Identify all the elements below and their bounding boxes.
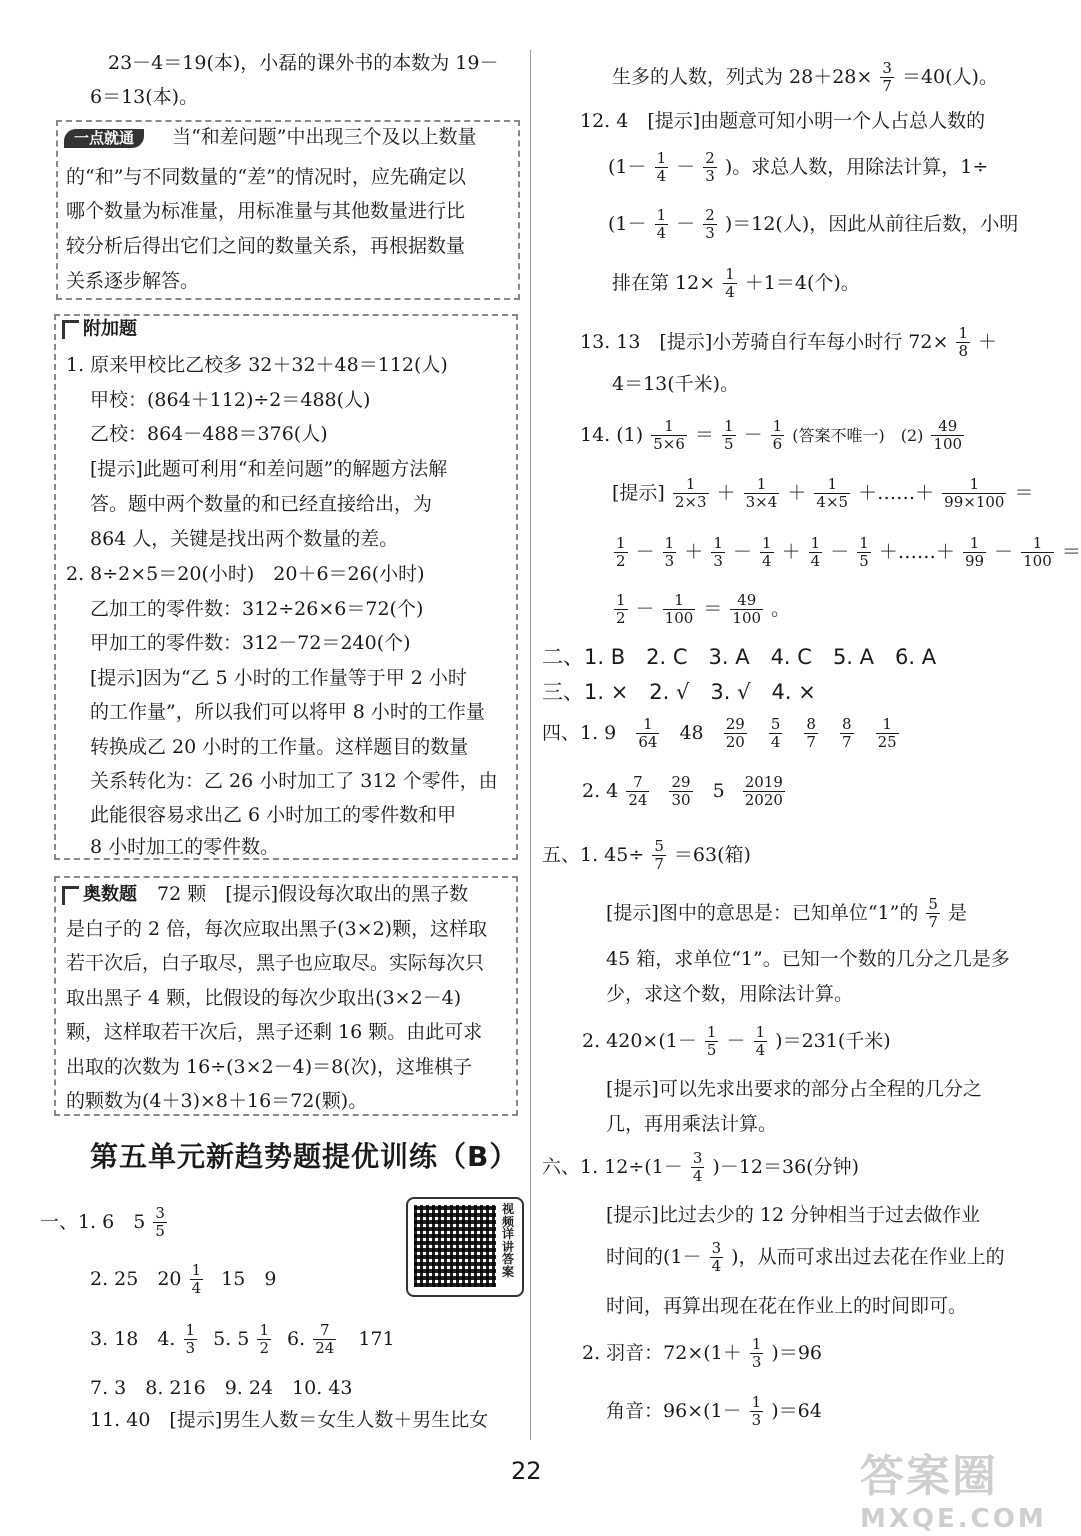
answer-text: 3. 18 4.	[90, 1327, 176, 1350]
answer-line: 少，求这个数，用除法计算。	[606, 983, 854, 1005]
answer-line	[608, 150, 988, 186]
fraction: $\frac{1}{3\times 4}$	[745, 475, 778, 512]
answer-text: 时间的(1－	[606, 1245, 702, 1268]
fraction: $\frac{49}{100}$	[933, 417, 963, 454]
tip-text: 当“和差问题”中出现三个及以上数量	[172, 126, 477, 148]
extra-line: 乙校：864－488＝376(人)	[90, 423, 328, 445]
tip-text: 关系逐步解答。	[66, 270, 200, 292]
fraction: $\frac{7}{24}$	[628, 773, 648, 810]
fraction: $\frac{3}{7}$	[882, 59, 892, 96]
qr-code[interactable]	[406, 1197, 524, 1297]
fraction: $\frac{2}{3}$	[705, 206, 715, 243]
fraction: $\frac{7}{24}$	[315, 1321, 335, 1358]
fraction: $\frac{29}{20}$	[725, 715, 745, 752]
fraction: $\frac{1}{5}$	[859, 534, 869, 571]
fraction: $\frac{5}{4}$	[770, 715, 781, 752]
extra-line: 答。题中两个数量的和已经直接给出，为	[90, 493, 433, 515]
fraction: $\frac{3}{4}$	[692, 1149, 703, 1186]
answer-text: [提示]	[612, 481, 665, 504]
answer-text: ＝40(人)。	[901, 65, 998, 88]
fraction: $\frac{1}{2}$	[259, 1321, 269, 1358]
answer-line: $\frac{1}{2}$ － $\frac{1}{3}$ ＋ $\frac{1}{3}$ － $\frac{1}{4}$ ＋ $\frac{1}{4}$ － $\frac{1}{5}$ ＋……＋ $\frac{1}{99}$ － $\frac{1}{100}$ ＝	[616, 534, 1081, 571]
olympiad-line: 是白子的 2 倍，每次应取出黑子(3×2)颗，这样取	[66, 918, 488, 940]
answer-line	[580, 418, 966, 454]
answer-text: 5	[712, 779, 725, 802]
olympiad-line: 取出黑子 4 颗，比假设的每次少取出(3×2－4)	[66, 987, 462, 1009]
extra-line: 此能很容易求出乙 6 小时加工的零件数和甲	[90, 804, 457, 826]
answer-line: 几，再用乘法计算。	[606, 1113, 778, 1135]
answer-line	[40, 1205, 169, 1241]
answer-text: )＝96	[771, 1341, 822, 1364]
answer-text: －	[743, 423, 763, 446]
answer-text: 是	[947, 901, 967, 924]
corner-mark-icon	[62, 886, 79, 905]
extra-line: [提示]此题可利用“和差问题”的解题方法解	[90, 458, 448, 480]
answer-text: 2. 羽音：72×(1＋	[582, 1341, 742, 1364]
answer-line	[606, 1394, 822, 1430]
answer-line: 4＝13(千米)。	[612, 373, 740, 395]
answer-line: 12. 4 [提示]由题意可知小明一个人占总人数的	[580, 110, 986, 132]
answer-text: )－12＝36(分钟)	[712, 1155, 859, 1178]
watermark-logo	[860, 1440, 1047, 1534]
extra-title	[62, 320, 137, 339]
fraction: $\frac{1}{4}$	[191, 1261, 202, 1298]
fraction: $\frac{49}{100}$	[732, 591, 762, 628]
fraction: $\frac{1}{5}$	[706, 1023, 717, 1060]
answer-text: )，从而可求出过去花在作业上的	[731, 1245, 1005, 1268]
answer-text: ＋	[978, 330, 998, 353]
fraction: $\frac{29}{30}$	[671, 773, 691, 810]
answer-line	[542, 838, 751, 874]
page-number: 22	[511, 1457, 542, 1485]
watermark-line: MXQE.COM	[860, 1504, 1047, 1534]
watermark-line: 答案圈	[860, 1451, 998, 1502]
answer-text: )＝12(人)，因此从前往后数，小明	[724, 212, 1019, 235]
answer-text: 2. 4	[582, 779, 619, 802]
olympiad-text: 72 颗 [提示]假设每次取出的黑子数	[157, 883, 469, 905]
extra-title-text: 附加题	[83, 318, 137, 340]
answer-text: 四、1. 9	[542, 721, 617, 744]
answer-text: ＝63(箱)	[673, 843, 751, 866]
extra-line: 乙加工的零件数：312÷26×6＝72(个)	[90, 598, 424, 620]
fraction: $\frac{2019}{2020}$	[744, 773, 783, 810]
answer-text: －	[676, 212, 696, 235]
extra-line: 8 小时加工的零件数。	[90, 836, 280, 858]
fraction: $\frac{1}{4}$	[810, 534, 821, 571]
answer-text: [提示]图中的意思是：已知单位“1”的	[606, 901, 919, 924]
tip-badge: 一点就通	[64, 129, 144, 148]
answer-line	[542, 716, 901, 752]
olympiad-line: 颗，这样取若干次后，黑子还剩 16 颗。由此可求	[66, 1021, 483, 1043]
answer-line	[542, 1150, 859, 1186]
extra-line: 1. 原来甲校比乙校多 32＋32＋48＝112(人)	[66, 354, 448, 376]
extra-line: 的工作量”，所以我们可以将甲 8 小时的工作量	[90, 701, 485, 723]
text-line: 23－4＝19(本)，小磊的课外书的本数为 19－	[108, 52, 499, 74]
fraction: $\frac{1}{3}$	[185, 1321, 196, 1358]
answer-line: [提示]比过去少的 12 分钟相当于过去做作业	[606, 1204, 981, 1226]
answer-line: 7. 3 8. 216 9. 24 10. 43	[90, 1377, 353, 1399]
answer-text: 5. 5	[213, 1327, 250, 1350]
answer-text: －	[676, 155, 696, 178]
answer-line	[90, 1322, 395, 1358]
fraction: $\frac{1}{3}$	[751, 1393, 762, 1430]
answer-text: ＝	[694, 423, 714, 446]
fraction: $\frac{1}{3}$	[751, 1335, 762, 1372]
fraction: $\frac{1}{3}$	[664, 534, 675, 571]
tip-text: 哪个数量为标准量，用标准量与其他数量进行比	[66, 200, 466, 222]
olympiad-first-line	[62, 885, 468, 905]
olympiad-title-text: 奥数题	[83, 884, 137, 905]
fraction: $\frac{1}{4}$	[656, 206, 667, 243]
answer-line	[612, 60, 998, 96]
answer-line	[580, 325, 997, 361]
fraction: $\frac{1}{2}$	[616, 534, 626, 571]
fraction: $\frac{1}{4}$	[725, 265, 735, 302]
fraction: $\frac{5}{7}$	[654, 837, 664, 874]
fraction: $\frac{1}{64}$	[638, 715, 658, 752]
tip-text: 的“和”与不同数量的“差”的情况时，应先确定以	[66, 166, 466, 188]
fraction: $\frac{1}{100}$	[1023, 534, 1052, 571]
fraction: $\frac{1}{99\times 100}$	[944, 475, 1005, 512]
fraction: $\frac{1}{3}$	[713, 534, 723, 571]
answer-line	[606, 1240, 1005, 1276]
fraction: $\frac{1}{5}$	[723, 417, 734, 454]
answer-text: －	[726, 1029, 746, 1052]
answer-line: 三、1. × 2. √ 3. √ 4. ×	[542, 680, 816, 704]
fraction: $\frac{1}{4\times 5}$	[816, 475, 849, 512]
extra-line: [提示]因为“乙 5 小时的工作量等于甲 2 小时	[90, 667, 467, 689]
answer-line	[582, 1336, 822, 1372]
olympiad-line: 出取的次数为 16÷(3×2－4)＝8(次)，这堆棋子	[66, 1056, 473, 1078]
answer-line	[90, 1262, 276, 1298]
answer-line	[612, 266, 860, 302]
answer-text: )＝231(千米)	[775, 1029, 891, 1052]
fraction: $\frac{1}{5\times 6}$	[653, 417, 685, 454]
answer-text: 一、1. 6 5	[40, 1210, 146, 1233]
answer-text: )＝64	[771, 1399, 822, 1422]
fraction: $\frac{1}{2\times 3}$	[674, 475, 707, 512]
extra-line: 转换成乙 20 小时的工作量。这样题目的数量	[90, 736, 469, 758]
extra-line: 864 人，关键是找出两个数量的差。	[90, 528, 399, 550]
extra-line: 2. 8÷2×5＝20(小时) 20＋6＝26(小时)	[66, 563, 425, 585]
qr-label: 视频详讲答案	[502, 1202, 515, 1279]
olympiad-line: 若干次后，白子取尽，黑子也应取尽。实际每次只	[66, 952, 485, 974]
fraction: $\frac{2}{3}$	[705, 149, 715, 186]
answer-line	[582, 774, 787, 810]
fraction: $\frac{3}{4}$	[711, 1239, 722, 1276]
answer-line: 11. 40 [提示]男生人数＝女生人数＋男生比女	[90, 1409, 489, 1431]
tip-text: 较分析后得出它们之间的数量关系，再根据数量	[66, 235, 466, 257]
answer-text: 2. 420×(1－	[582, 1029, 697, 1052]
answer-line: 时间，再算出现在花在作业上的时间即可。	[606, 1295, 968, 1317]
extra-line: 甲校：(864＋112)÷2＝488(人)	[90, 389, 371, 411]
qr-pattern	[414, 1205, 496, 1287]
fraction: $\frac{3}{5}$	[155, 1204, 165, 1241]
answer-text: 生多的人数，列式为 28＋28×	[612, 65, 873, 88]
answer-text: 15 9	[221, 1267, 277, 1290]
answer-text: 五、1. 45÷	[542, 843, 645, 866]
fraction: $\frac{1}{6}$	[772, 417, 783, 454]
answer-text: (1－	[608, 155, 647, 178]
answer-line: $\frac{1}{2}$ － $\frac{1}{100}$ ＝ $\frac{49}{100}$ 。	[616, 591, 791, 628]
answer-text: )。求总人数，用除法计算，1÷	[724, 155, 989, 178]
fraction: $\frac{1}{4}$	[656, 149, 667, 186]
tip-row	[64, 128, 477, 148]
answer-line	[606, 896, 967, 932]
column-divider	[530, 50, 531, 1440]
text-line: 6＝13(本)。	[90, 86, 199, 108]
answer-text: 171	[358, 1327, 395, 1350]
answer-line: [提示] $\frac{1}{2\times 3}$ ＋ $\frac{1}{3\times 4}$ ＋ $\frac{1}{4\times 5}$ ＋……＋ $\frac{1}{99\times 100}$ ＝	[612, 475, 1034, 512]
answer-line: [提示]可以先求出要求的部分占全程的几分之	[606, 1078, 982, 1100]
answer-text: 14. (1)	[580, 423, 644, 446]
section-heading: 第五单元新趋势题提优训练（B）	[90, 1140, 519, 1173]
answer-text: 六、1. 12÷(1－	[542, 1155, 683, 1178]
fraction: $\frac{1}{8}$	[958, 324, 968, 361]
answer-text: (答案不唯一) (2)	[792, 425, 924, 445]
answer-line: 45 箱，求单位“1”。已知一个数的几分之几是多	[606, 948, 1010, 970]
answer-text: (1－	[608, 212, 647, 235]
olympiad-line: 的颗数为(4＋3)×8＋16＝72(颗)。	[66, 1090, 368, 1112]
fraction: $\frac{5}{7}$	[928, 895, 938, 932]
fraction: $\frac{8}{7}$	[842, 715, 852, 752]
answer-text: 角音：96×(1－	[606, 1399, 742, 1422]
answer-text: 48	[679, 721, 704, 744]
answer-text: 2. 25 20	[90, 1267, 182, 1290]
fraction: $\frac{1}{100}$	[664, 591, 694, 628]
extra-line: 甲加工的零件数：312－72＝240(个)	[90, 632, 411, 654]
answer-line: 二、1. B 2. C 3. A 4. C 5. A 6. A	[542, 645, 937, 669]
olympiad-title	[62, 884, 137, 905]
answer-text: 排在第 12×	[612, 271, 716, 294]
answer-text: 13. 13 [提示]小芳骑自行车每小时行 72×	[580, 330, 949, 353]
fraction: $\frac{8}{7}$	[806, 715, 816, 752]
answer-text: ＋1＝4(个)。	[744, 271, 860, 294]
fraction: $\frac{1}{25}$	[877, 715, 897, 752]
fraction: $\frac{1}{4}$	[755, 1023, 766, 1060]
answer-line	[582, 1024, 891, 1060]
fraction: $\frac{1}{2}$	[616, 591, 626, 628]
fraction: $\frac{1}{4}$	[761, 534, 772, 571]
answer-line	[608, 207, 1018, 243]
answer-text: 6.	[287, 1327, 306, 1350]
extra-line: 关系转化为：乙 26 小时加工了 312 个零件，由	[90, 770, 498, 792]
corner-mark-icon	[62, 320, 79, 339]
fraction: $\frac{1}{99}$	[964, 534, 985, 571]
